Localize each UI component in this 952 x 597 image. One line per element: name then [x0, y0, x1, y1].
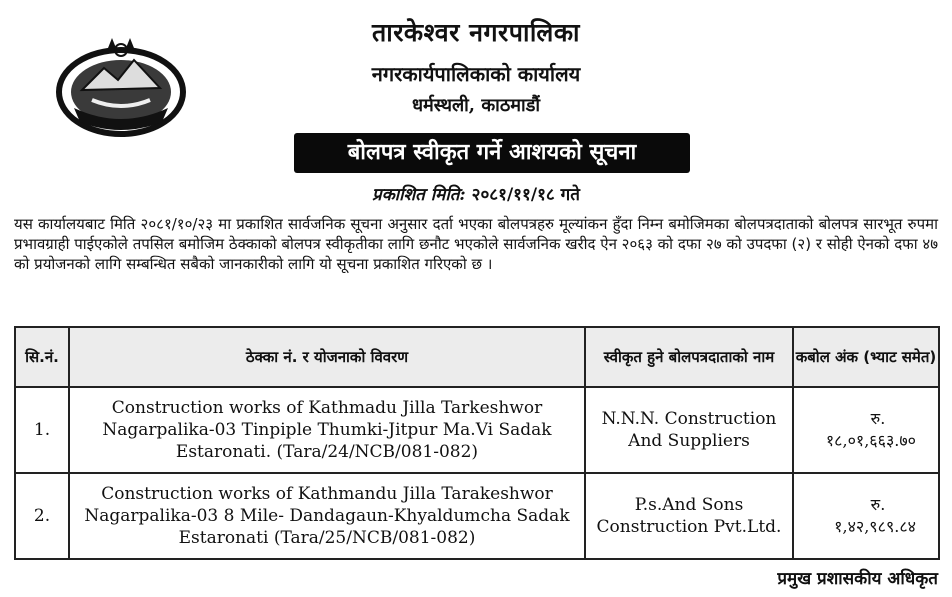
row-description: Construction works of Kathmandu Jilla Tarakeshwor Nagarpalika-03 8 Mile- Dandagaun-Khyaldumcha Sadak Estaronati (Tara/25/NCB/081-082): [69, 473, 585, 559]
published-date-value: २०८१/११/१८ गते: [471, 185, 580, 205]
row-amount: १८,०१,६६३.७०: [825, 431, 916, 450]
published-date-label: प्रकाशित मिति:: [372, 185, 466, 205]
row-amount-cell: [793, 473, 939, 559]
published-date-line: [0, 182, 952, 205]
table-row: [15, 473, 939, 559]
notice-title-banner: बोलपत्र स्वीकृत गर्ने आशयको सूचना: [294, 133, 690, 173]
row-amount: १,४२,९८९.८४: [834, 517, 916, 536]
signatory-title: प्रमुख प्रशासकीय अधिकृत: [777, 569, 938, 589]
row-sn: 2.: [15, 473, 69, 559]
currency-label: रु.: [870, 409, 886, 428]
col-header-description: ठेक्का नं. र योजनाको विवरण: [69, 327, 585, 387]
col-header-amount: कबोल अंक (भ्याट समेत): [793, 327, 939, 387]
currency-label: रु.: [870, 495, 886, 514]
office-name: नगरकार्यपालिकाको कार्यालय: [371, 62, 581, 86]
col-header-bidder: स्वीकृत हुने बोलपत्रदाताको नाम: [585, 327, 793, 387]
col-header-sn: सि.नं.: [15, 327, 69, 387]
award-table: [14, 326, 940, 560]
table-row: [15, 387, 939, 473]
row-sn: 1.: [15, 387, 69, 473]
municipality-name: तारकेश्वर नगरपालिका: [371, 18, 581, 47]
table-header-row: [15, 327, 939, 387]
row-bidder: P.s.And Sons Construction Pvt.Ltd.: [585, 473, 793, 559]
notice-paragraph: यस कार्यालयबाट मिति २०८१/१०/२३ मा प्रकाशित सार्वजनिक सूचना अनुसार दर्ता भएका बोलपत्रहरु मूल्यांकन हुँदा निम्न बमोजिमका बोलपत्रदाताको बोलपत्र सारभूत रुपमा प्रभावग्राही पाईएकोले तपसिल बमोजिम ठेक्काको बोलपत्र स्वीकृतीका लागि छनौट भएकोले सार्वजनिक खरीद ऐन २०६३ को दफा २७ को उपदफा (२) र सोही ऐनको दफा ४७ को प्रयोजनको लागि सम्बन्धित सबैको जानकारीको लागि यो सूचना प्रकाशित गरिएको छ ।: [14, 215, 938, 273]
row-description: Construction works of Kathmadu Jilla Tarkeshwor Nagarpalika-03 Tinpiple Thumki-Jitpur Ma.Vi Sadak Estaronati. (Tara/24/NCB/081-082): [69, 387, 585, 473]
office-location: धर्मस्थली, काठमाडौं: [411, 95, 541, 116]
row-amount-cell: [793, 387, 939, 473]
row-bidder: N.N.N. Construction And Suppliers: [585, 387, 793, 473]
